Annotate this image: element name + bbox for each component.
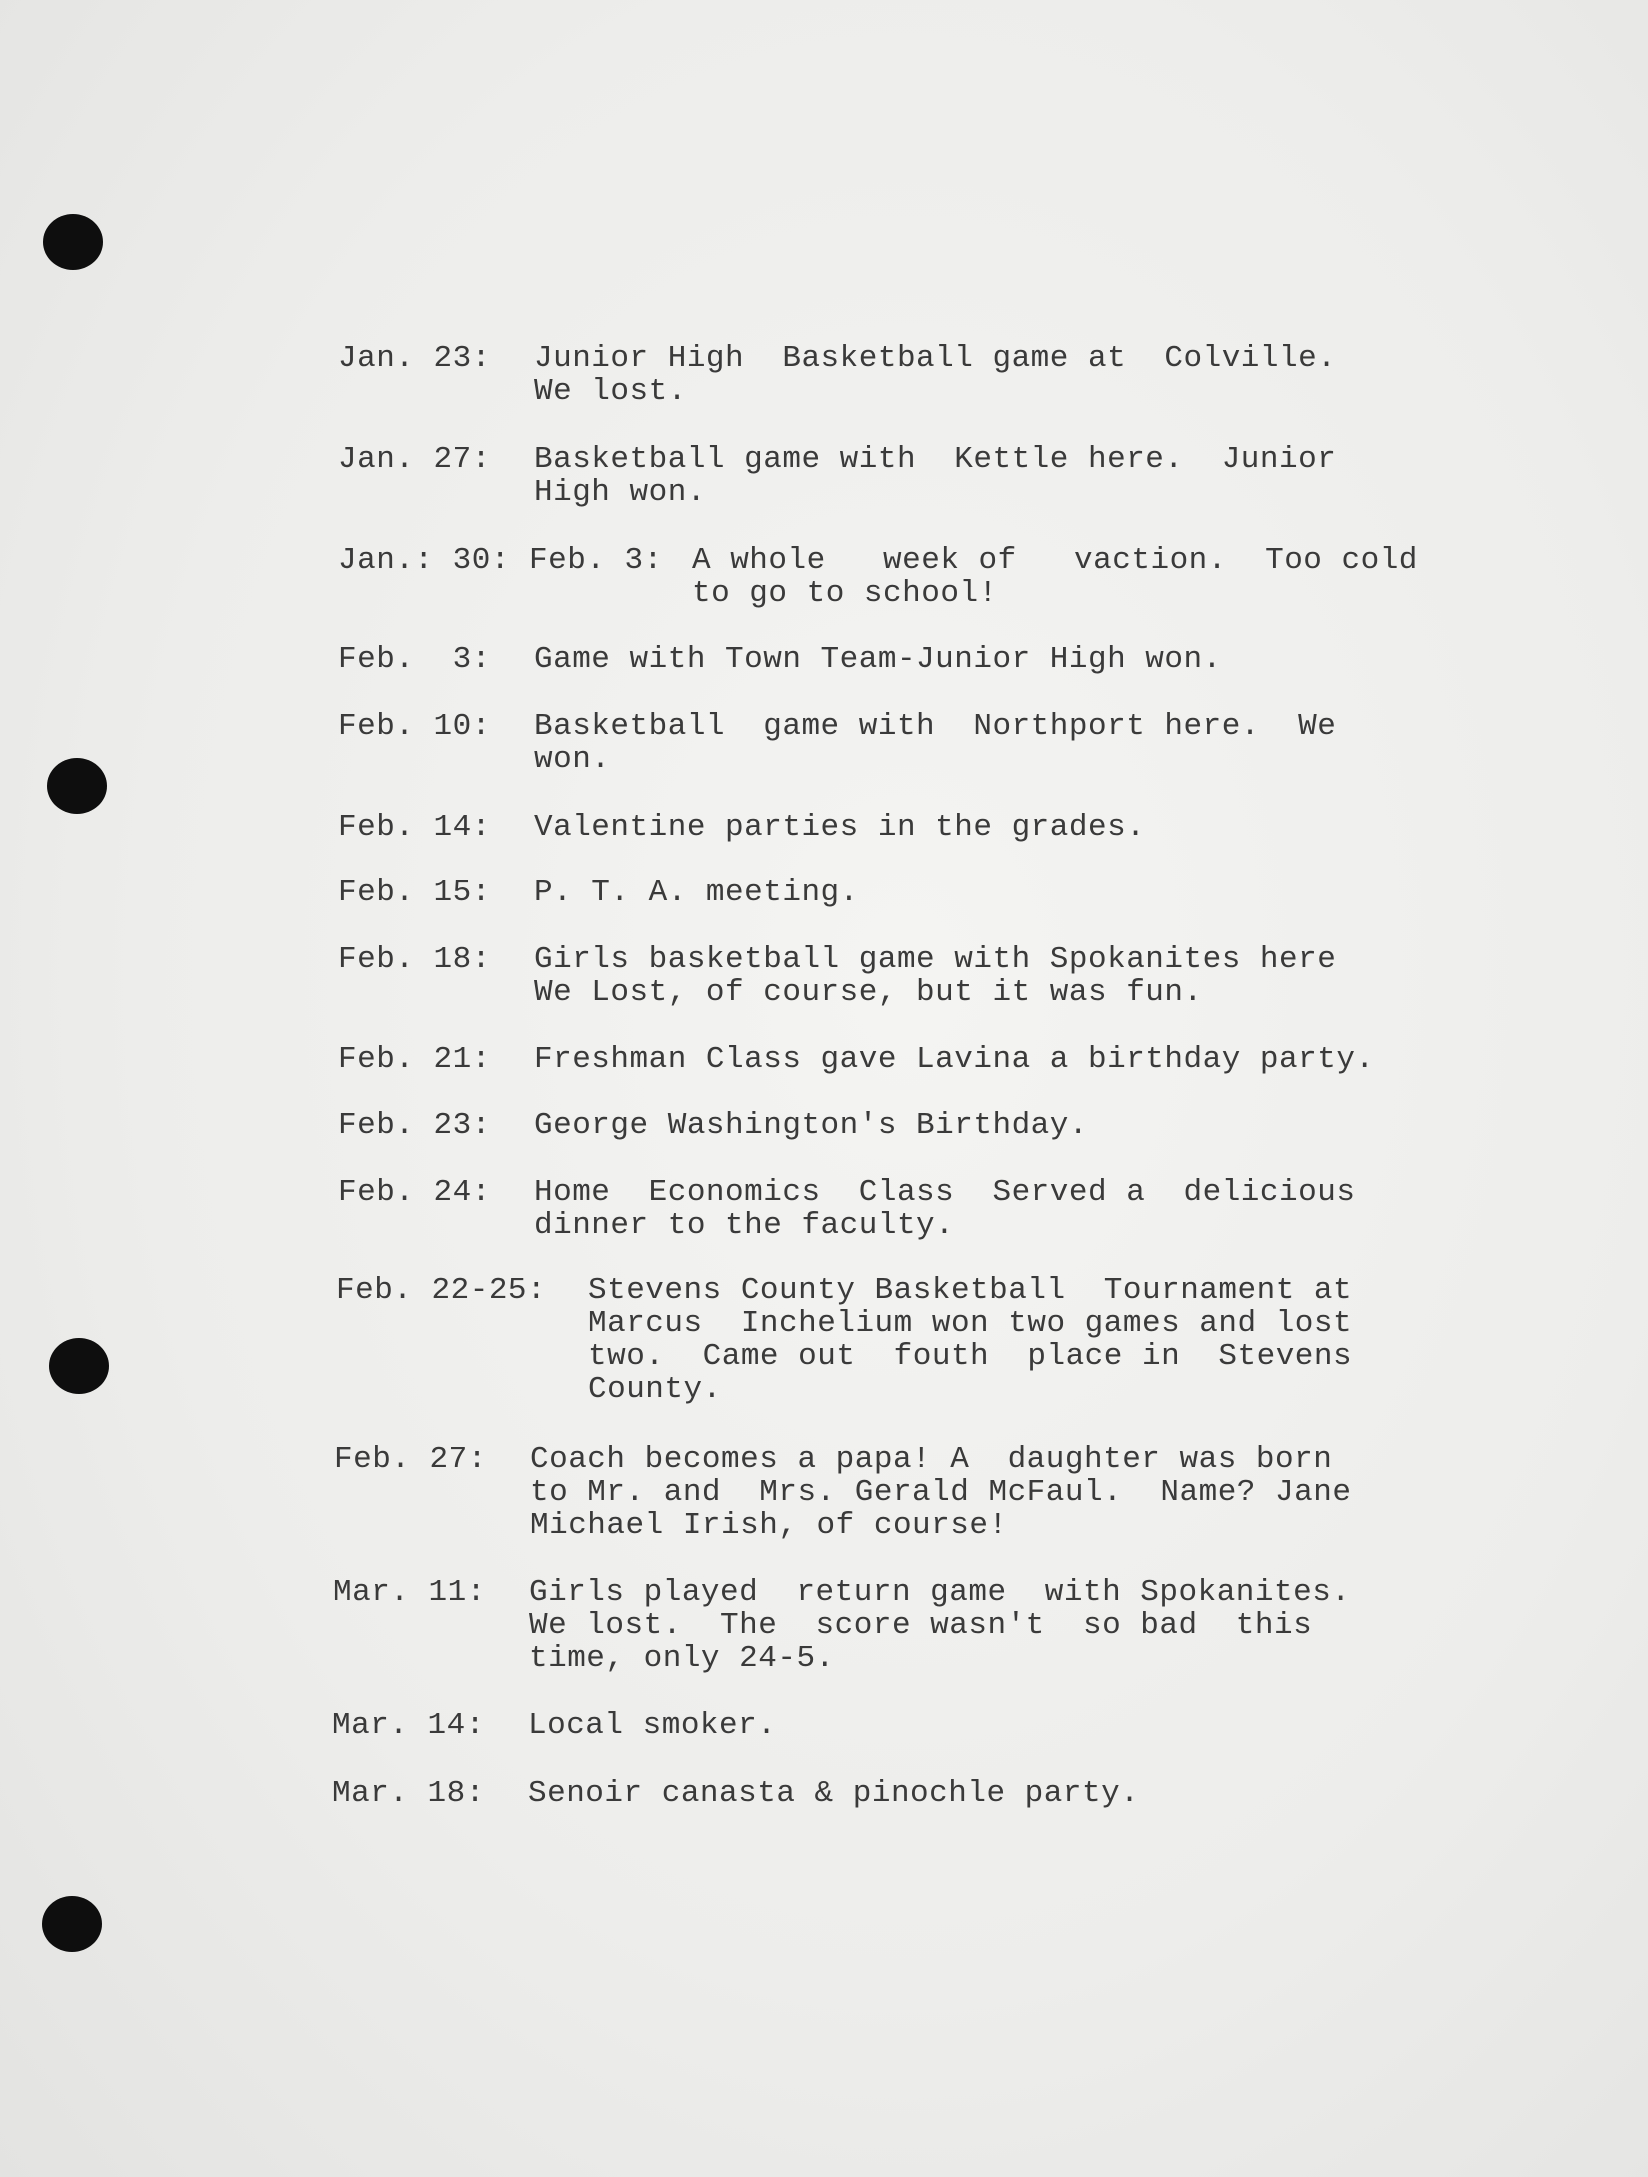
entry-line: two. Came out fouth place in Stevens	[588, 1339, 1353, 1374]
entry-line: Freshman Class gave Lavina a birthday party.	[534, 1042, 1375, 1077]
entry-date: Feb. 23:	[338, 1108, 491, 1143]
entry-line: Home Economics Class Served a delicious	[534, 1175, 1356, 1210]
calendar-entry	[332, 1776, 1140, 1909]
entry-line: Stevens County Basketball Tournament at	[588, 1273, 1353, 1308]
entry-line: Junior High Basketball game at Colville.	[534, 341, 1337, 376]
entry-line: Local smoker.	[528, 1708, 777, 1743]
entry-line: We Lost, of course, but it was fun.	[534, 975, 1203, 1010]
entry-date: Feb. 14:	[338, 810, 491, 845]
entry-line: dinner to the faculty.	[534, 1208, 955, 1243]
entry-date: Jan. 27:	[338, 442, 491, 477]
entry-date: Mar. 14:	[332, 1708, 485, 1743]
entry-line: A whole week of vaction. Too cold	[692, 543, 1418, 578]
entry-line: High won.	[534, 475, 706, 510]
binder-hole	[47, 758, 107, 814]
entry-line: won.	[534, 742, 611, 777]
entry-line: Girls played return game with Spokanites.	[529, 1575, 1351, 1610]
binder-hole	[49, 1338, 109, 1394]
entry-date: Mar. 18:	[332, 1776, 485, 1811]
entry-line: Coach becomes a papa! A daughter was born	[530, 1442, 1333, 1477]
entry-date: Feb. 27:	[334, 1442, 487, 1477]
binder-hole	[43, 214, 103, 270]
entry-line: George Washington's Birthday.	[534, 1108, 1088, 1143]
entry-line: Marcus Inchelium won two games and lost	[588, 1306, 1353, 1341]
entry-line: Basketball game with Northport here. We	[534, 709, 1337, 744]
entry-line: Valentine parties in the grades.	[534, 810, 1146, 845]
entry-date: Feb. 3:	[338, 642, 491, 677]
entry-date: Feb. 18:	[338, 942, 491, 977]
entry-line: County.	[588, 1372, 722, 1407]
entry-line: We lost.	[534, 374, 687, 409]
entry-date: Feb. 10:	[338, 709, 491, 744]
entry-line: P. T. A. meeting.	[534, 875, 859, 910]
entry-line: Senoir canasta & pinochle party.	[528, 1776, 1140, 1811]
entry-line: to go to school!	[692, 576, 998, 611]
entry-line: Game with Town Team-Junior High won.	[534, 642, 1222, 677]
entry-date: Feb. 21:	[338, 1042, 491, 1077]
entry-line: time, only 24-5.	[529, 1641, 835, 1676]
entry-line: Basketball game with Kettle here. Junior	[534, 442, 1337, 477]
entry-line: We lost. The score wasn't so bad this	[529, 1608, 1313, 1643]
entry-line: to Mr. and Mrs. Gerald McFaul. Name? Jane	[530, 1475, 1352, 1510]
entry-date: Feb. 24:	[338, 1175, 491, 1210]
entry-line: Girls basketball game with Spokanites here	[534, 942, 1337, 977]
entry-date: Mar. 11:	[333, 1575, 486, 1610]
entry-date: Jan.: 30: Feb. 3:	[338, 543, 663, 578]
entry-date: Feb. 15:	[338, 875, 491, 910]
entry-date: Feb. 22-25:	[336, 1273, 547, 1308]
binder-hole	[42, 1896, 102, 1952]
entry-line: Michael Irish, of course!	[530, 1508, 1008, 1543]
entry-date: Jan. 23:	[338, 341, 491, 376]
